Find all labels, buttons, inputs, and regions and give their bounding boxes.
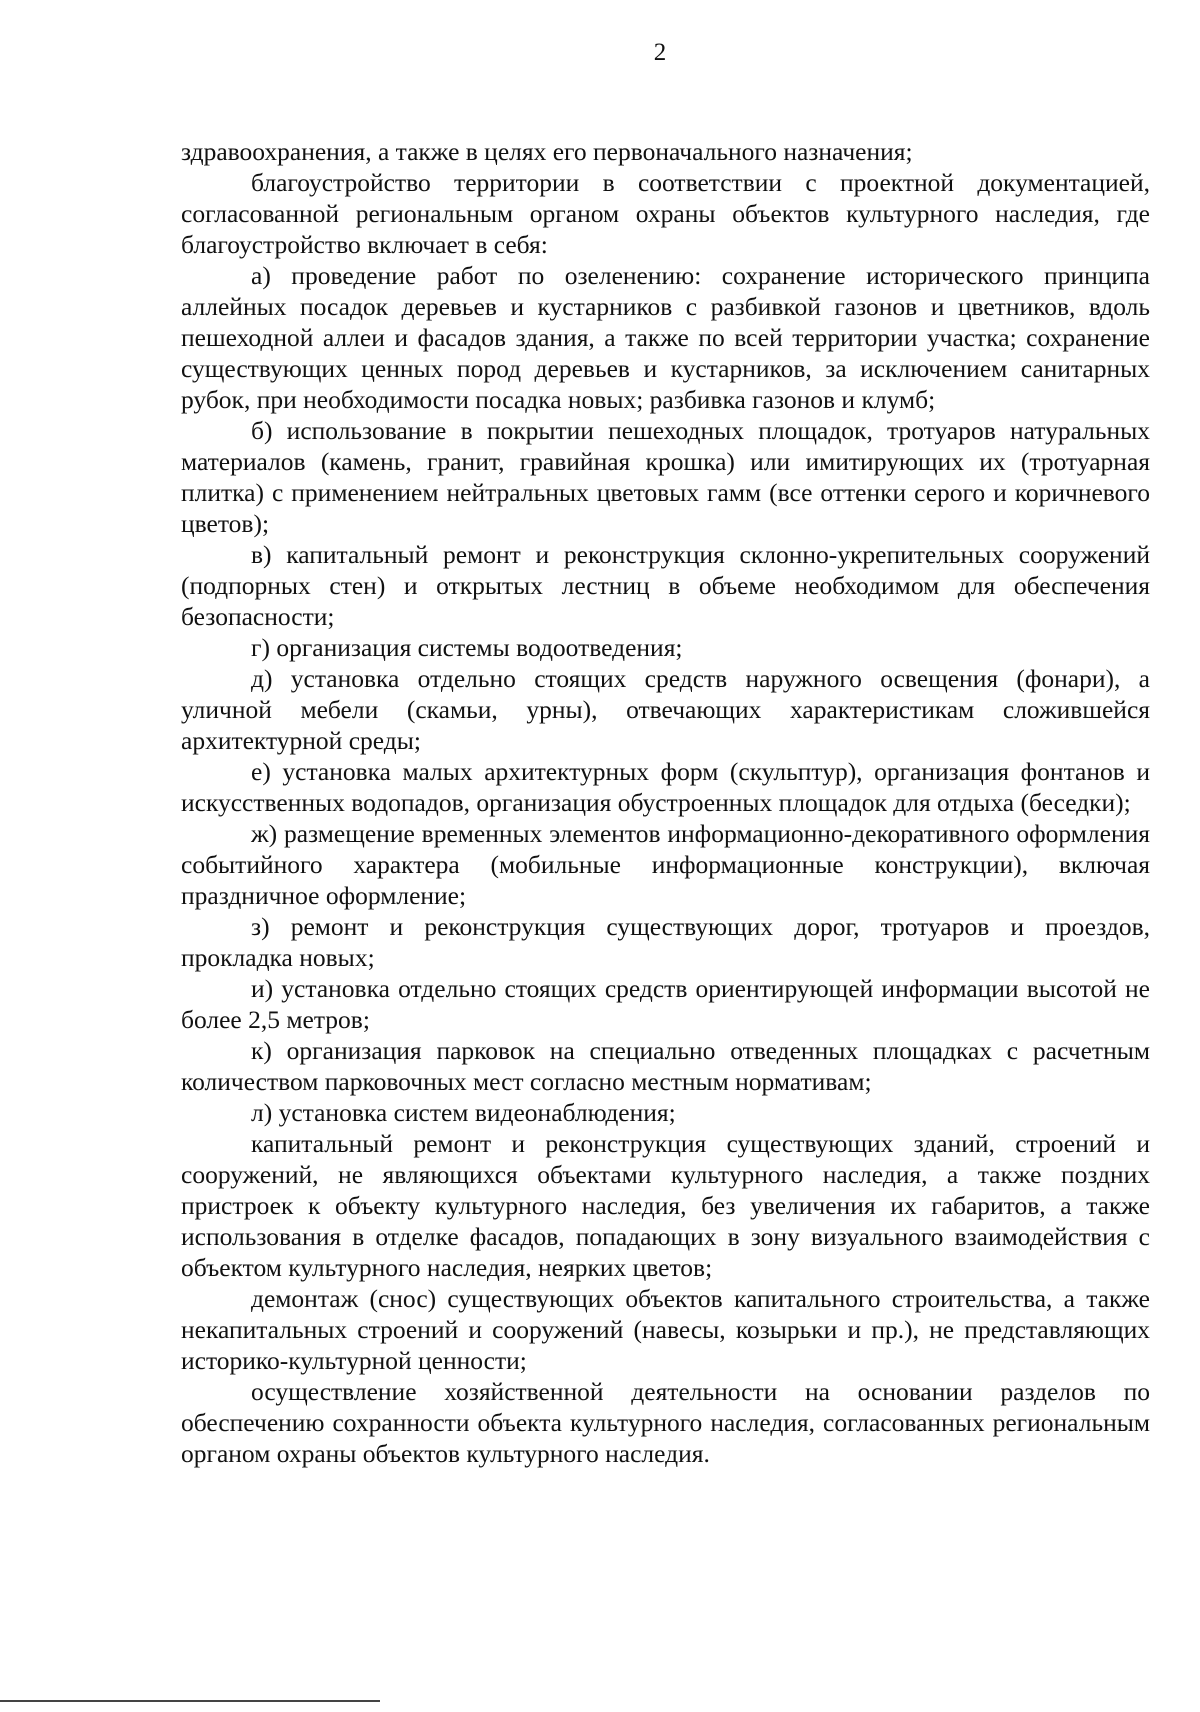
page-number: 2 bbox=[653, 39, 667, 66]
paragraph: благоустройство территории в соответствии с проектной документацией, согласованной региональным органом охраны объектов культурного наследия, где благоустройство включает в себя: bbox=[181, 168, 1150, 259]
paragraph: демонтаж (снос) существующих объектов капитального строительства, а также некапитальных строений и сооружений (навесы, козырьки и пр.), не представляющих историко-культурной ценности; bbox=[181, 1284, 1150, 1375]
paragraph-item-g: г) организация системы водоотведения; bbox=[251, 633, 683, 662]
document-body bbox=[181, 136, 1150, 1469]
paragraph: здравоохранения, а также в целях его первоначального назначения; bbox=[181, 137, 913, 166]
paragraph-item-z: з) ремонт и реконструкция существующих дорог, тротуаров и проездов, прокладка новых; bbox=[181, 912, 1150, 972]
paragraph-item-zh: ж) размещение временных элементов информационно-декоративного оформления событийного характера (мобильные информационные конструкции), включая праздничное оформление; bbox=[181, 819, 1150, 910]
paragraph-item-k: к) организация парковок на специально отведенных площадках с расчетным количеством парковочных мест согласно местным нормативам; bbox=[181, 1036, 1150, 1096]
paragraph-item-b: б) использование в покрытии пешеходных площадок, тротуаров натуральных материалов (камень, гранит, гравийная крошка) или имитирующих их (тротуарная плитка) с применением нейтральных цветовых гамм (все оттенки серого и коричневого цветов); bbox=[181, 416, 1150, 538]
scan-edge-line bbox=[0, 1700, 380, 1702]
paragraph: капитальный ремонт и реконструкция существующих зданий, строений и сооружений, не являющихся объектами культурного наследия, а также поздних пристроек к объекту культурного наследия, без увеличения их габаритов, а также использования в отделке фасадов, попадающих в зону визуального взаимодействия с объектом культурного наследия, неярких цветов; bbox=[181, 1129, 1150, 1282]
paragraph-item-l: л) установка систем видеонаблюдения; bbox=[251, 1098, 676, 1127]
paragraph-item-d: д) установка отдельно стоящих средств наружного освещения (фонари), а уличной мебели (скамьи, урны), отвечающих характеристикам сложившейся архитектурной среды; bbox=[181, 664, 1150, 755]
paragraph-item-a: а) проведение работ по озеленению: сохранение исторического принципа аллейных посадок деревьев и кустарников с разбивкой газонов и цветников, вдоль пешеходной аллеи и фасадов здания, а также по всей территории участка; сохранение существующих ценных пород деревьев и кустарников, за исключением санитарных рубок, при необходимости посадка новых; разбивка газонов и клумб; bbox=[181, 261, 1150, 414]
paragraph-item-e: е) установка малых архитектурных форм (скульптур), организация фонтанов и искусственных водопадов, организация обустроенных площадок для отдыха (беседки); bbox=[181, 757, 1150, 817]
paragraph-item-v: в) капитальный ремонт и реконструкция склонно-укрепительных сооружений (подпорных стен) и открытых лестниц в объеме необходимом для обеспечения безопасности; bbox=[181, 540, 1150, 631]
paragraph: осуществление хозяйственной деятельности на основании разделов по обеспечению сохранности объекта культурного наследия, согласованных региональным органом охраны объектов культурного наследия. bbox=[181, 1377, 1150, 1468]
paragraph-item-i: и) установка отдельно стоящих средств ориентирующей информации высотой не более 2,5 метров; bbox=[181, 974, 1150, 1034]
